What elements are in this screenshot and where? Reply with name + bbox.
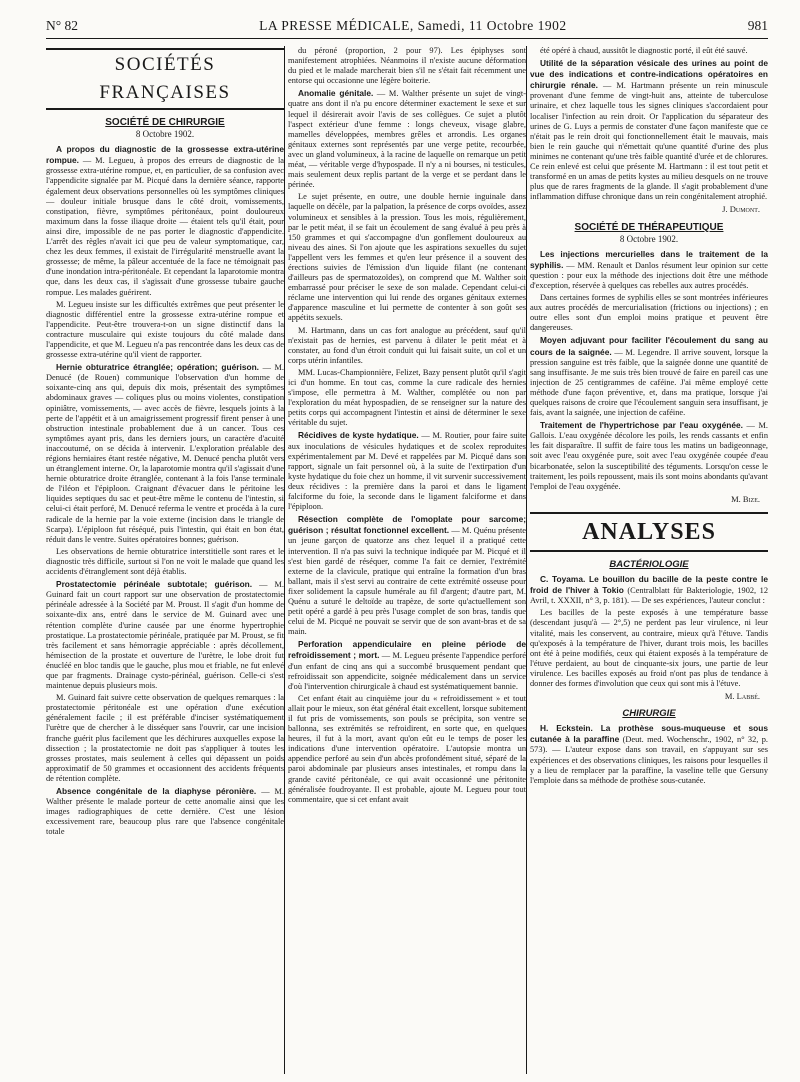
paragraph-body: (Deut. med. Wochenschr., 1902, n° 32, p. 573). — L'auteur expose dans son travail, en s'appuyant sur ses expériences et des observations cliniques, les raisons pour lesquelles il y a lieu de remplacer par la paraffine, la vaseline telle que Gersuny l'emploie dans sa méthode de prothèse sous-cutanée. — [530, 735, 768, 785]
author-signature: J. Dumont. — [722, 204, 760, 215]
paragraph-heading: Traitement de l'hypertrichose par l'eau oxygénée. — [540, 420, 743, 431]
paragraph-body: — M. Legueu présente l'appendice perforé d'un enfant de cinq ans qui a succombé brusquement pendant que refroidissait son appendicite, soignée médicalement dans un service d'où l'intervention chirurgicale à chaud est systématiquement bannie. — [288, 651, 526, 691]
paragraph-heading: H. Eckstein. La prothèse sous-muqueuse et sous cutanée à la paraffine — [530, 723, 768, 745]
paragraph-heading: Hernie obturatrice étranglée; opération; guérison. — [56, 362, 259, 373]
paragraph — [46, 362, 284, 545]
paragraph-body: M. Legueu insiste sur les difficultés extrêmes que peut présenter le diagnostic différentiel entre la grossesse extra-utérine rompue et l'appendicite. Peut-être trouvera-t-on un signe distinctif dans la contracture musculaire qui existe toujours du côté malade dans l'appendicite, et que M. Legueu n'a pas rencontrée dans les deux cas de grossesse extra-utérine qu'il vient de rapporter. — [46, 299, 284, 360]
paragraph — [288, 368, 526, 429]
paragraph-body: — M. Guinard fait un court rapport sur une observation de prostatectomie périnéale adressée à la Société par M. Proust. Il s'agit d'un homme de soixante-dix ans, entré dans le service de M. Guinard avec une rétention complète d'urine causée par une énorme hypertrophie prostatique. La prostatectomie périnéale, pratiquée par M. Proust, se fit très facilement et sans hémorragie appréciable : après décollement, hémisection de la prostate et ouverture de l'urètre, le lobe droit fut énucléé en bloc tandis que le gauche, plus mou et friable, ne fut enlevé que par fragments. Drainage cysto-périnéal, guérison. Celle-ci s'est maintenue depuis plusieurs mois. — [46, 580, 284, 691]
paragraph-body: Le sujet présente, en outre, une double hernie inguinale dans laquelle on décèle, par la palpation, la présence de corps ovoïdes, assez volumineux et sensibles à la pression. Tous les mois, régulièrement, par le petit méat, il se fait un écoulement de sang évalué à peu près à 150 grammes et qui s'accompagne d'un gonflement douloureux au niveau des aines. Si l'on ajoute que les aspirations sexuelles du sujet l'appellent vers les femmes et qu'en leur présence il a souvent des érections suivies de l'émission d'un liquide filant (ne contenant d'ailleurs pas de spermatozoïdes), on comprend que M. Walther soit embarrassé pour préciser le sexe de son malade. Cependant celui-ci réclame une intervention qui lui rende des organes génitaux externes d'apparence masculine et lui permette de contenter à son goût ses appétits sexuels. — [288, 192, 526, 323]
author-signature: M. Bize. — [731, 493, 760, 504]
paragraph-heading: Prostatectomie périnéale subtotale; guérison. — [56, 579, 253, 590]
paragraph — [288, 326, 526, 366]
paragraph-body: — M. Hartmann présente un rein minuscule provenant d'une femme de vingt-huit ans, atteinte de tuberculose urinaire, et chez laquelle tous les signes cliniques s'accordaient pour localiser l'infection au rein droit. Or l'application du séparateur des urines de G. Luys a permis de constater d'une façon manifeste que ce n'était pas le rein droit qui fonctionnellement était le mauvais, mais bien le rein gauche qui n'émettait qu'une quantité d'urine des plus minimes ne contenant qu'une très faible quantité d'urée et de chlorures. Ce rein enlevé est celui que présente M. Hartmann : il est tout petit et transformé en un amas de petits kystes au milieu desquels on ne trouve plus que de rares fragments de la glande. Il s'agit probablement d'une inflammation diffuse chronique dans un rein congénitalement atrophié. — [530, 81, 768, 202]
paragraph — [288, 46, 526, 86]
paragraph — [288, 514, 526, 637]
paragraph-body: (Centralblatt für Bakteriologie, 1902, 12 Avril, t. XXXII, n° 3, p. 181). — De ses expériences, l'auteur conclut : — [530, 586, 768, 606]
session-date: 8 Octobre 1902. — [619, 233, 679, 244]
paragraph-body: — M. Routier, pour faire suite aux inoculations de vésicules hydatiques et de scolex reproduites expérimentalement par M. Devé et rappelées par M. Picqué dans son rapport, signale un fait personnel où, à la suite de l'extirpation d'un kyste hydatique du foie chez un homme, il vit survenir successivement deux récidives : la première dans la paroi et dans le ligament falciforme du foie, la seconde dans le ligament falciforme et dans l'épiploon. — [288, 431, 526, 512]
paragraph — [288, 694, 526, 805]
paragraph-body: Cet enfant était au cinquième jour du « refroidissement » et tout allait pour le mieux, son état général était excellent, lorsque subitement il fut pris de vomissements, son pouls se précipita, son ventre se ballonna, ses extrémités se refroidirent, en sorte que, en quelques heures, il fut à la mort, avant qu'on eût eu le temps de poser les indications d'une intervention opératoire. L'autopsie montra un appendice perforé au sein d'un abcès profondément situé, séparé de la paroi abdominale par plusieurs anses intestinales, et rompu dans la grande cavité péritonéale, ce qui avait occasionné une péritonite généralisée foudroyante. Il est probable, ajoute M. Legueu pour tout commentaire, que si cet enfant avait — [288, 693, 526, 804]
paragraph-heading: Les injections mercurielles dans le traitement de la syphilis. — [530, 248, 768, 270]
journal-title: LA PRESSE MÉDICALE, Samedi, 11 Octobre 1902 — [259, 18, 567, 33]
paragraph-heading: Moyen adjuvant pour faciliter l'écoulement du sang au cours de la saignée. — [530, 335, 768, 357]
paragraph-body: MM. Lucas-Championnière, Felizet, Bazy pensent plutôt qu'il s'agit ici d'un homme. En tout cas, comme la cure radicale des hernies s'impose, elle permettra à M. Walther, complétée ou non par l'exploration du méat hypospadien, de se renseigner sur la nature des petits corps qui accompagnent l'intestin et ainsi de déterminer le sexe véritable du sujet. — [288, 367, 526, 428]
paragraph — [530, 293, 768, 333]
paragraph-body: Les bacilles de la peste exposés à une température basse (descendant jusqu'à — 2°,5) ne perdent pas leur virulence, ni leur vitalité, mais les conservent, au contraire, mieux qu'à l'étuve. Tandis qu'exposés à la température de l'hiver, durant trois mois, les bacilles ont été à peine modifiés, ceux qui étaient exposés à la température de l'étuve perdaient, au bout de cinquante-six jours, une partie de leur virulence. Les bacilles exposés au froid n'ont pas plus de tendance à donner des formes d'involution que ceux qui sont mis à l'étuve. — [530, 608, 768, 688]
paragraph-body: Les observations de hernie obturatrice interstitielle sont rares et le diagnostic très difficile, surtout si l'on ne voit le malade que quand les accidents d'étranglement sont déjà établis. — [46, 546, 284, 577]
article-list — [46, 144, 284, 837]
paragraph — [530, 608, 768, 689]
paragraph — [46, 786, 284, 837]
paragraph — [288, 430, 526, 512]
column-2 — [288, 46, 526, 1076]
paragraph-heading: A propos du diagnostic de la grossesse extra-utérine rompue. — [46, 144, 284, 166]
paragraph — [46, 144, 284, 297]
paragraph-heading: Anomalie génitale. — [298, 88, 374, 99]
paragraph-heading: Récidives de kyste hydatique. — [298, 430, 419, 441]
paragraph-heading: Utilité de la séparation vésicale des urines au point de vue des indications et contre-indications opératoires en chirurgie rénale. — [530, 58, 768, 91]
author-signature: M. Labbé. — [724, 691, 760, 702]
paragraph-body: du péroné (proportion, 2 pour 97). Les épiphyses sont manifestement atrophiées. Néanmoins il n'existe aucune déformation du pied et le malade marcherait bien s'il ne s'était fait récemment une entorse qui occasionne une légère boiterie. — [288, 46, 526, 86]
paragraph — [530, 420, 768, 492]
paragraph-body: M. Hartmann, dans un cas fort analogue au précédent, sauf qu'il n'existait pas de hernies, est parvenu à dilater le petit méat et à constater, au fond d'un étroit conduit qui lui faisait suite, un col et un corps utérin infantiles. — [288, 325, 526, 365]
paragraph-heading: C. Toyama. Le bouillon du bacille de la peste contre le froid de l'hiver à Tokio — [530, 574, 768, 596]
article-list — [530, 574, 768, 689]
paragraph — [530, 58, 768, 202]
paragraph-body: — M. Legueu, à propos des erreurs de diagnostic de la grossesse extra-utérine rompue, et, en particulier, de sa confusion avec l'appendicite signalée par M. Picqué dans la dernière séance, rapporte également deux observations personnelles où les symptômes cliniques — douleur initiale brusque dans le côté droit, vomissements, constipation, fièvre, symptômes péritonéaux, point douloureux maximum dans la fosse iliaque droite — étaient tels qu'il était, pour ainsi dire, impossible de ne pas porter le diagnostic d'appendicite. L'arrêt des règles n'avait ici que peu de valeur symptomatique, car, chez les deux femmes, il existait de l'irrégularité menstruelle avant la grossesse; de même, la pâleur accentuée de la face ne témoignait pas d'une inondation intra-péritonéale. Et cependant la laparotomie montra que, dans les deux cas, il s'agissait d'une grossesse tubaire gauche rompue. Les malades guérirent. — [46, 156, 284, 297]
paragraph-body: — M. Quénu présente un jeune garçon de quatorze ans chez lequel il a pratiqué cette intervention. Il n'a pas suivi la technique indiquée par M. Picqué et il s'est bien gardé de réséquer, comme l'a fait ce dernier, l'extrémité externe de la clavicule, pratique qui entraîne la formation d'un bras ballant, mais il s'est servi au contraire de cette extrémité osseuse pour fixer solidement la capsule humérale au fil d'argent; d'autre part, M. Quénu a suturé le deltoïde au trapèze, de sorte qu'actuellement son petit opéré a gardé à peu près l'usage complet de son bras, tandis que celui de M. Picqué ne pouvait se servir que de son avant-bras et de sa main. — [288, 526, 526, 637]
paragraph-body: — M. Gallois. L'eau oxygénée décolore les poils, les rends cassants et enfin les fait disparaître. Il suffit de faire tous les matins un badigeonnage, soit avec l'eau oxygénée pure, soit avec l'eau oxygénée coupée d'eau bicarbonatée, selon la susceptibilité des téguments. Lorsqu'on cesse le traitement, les poils repoussent, mais ils sont moins abondants qu'avant l'emploi de l'eau oxygénée. — [530, 421, 768, 491]
paragraph — [530, 46, 768, 56]
paragraph-body: — M. Walther présente un sujet de vingt-quatre ans dont il n'a pu encore déterminer exactement le sexe et sur lequel il désirerait avoir l'avis de ses collègues. Ce sujet a plutôt l'aspect extérieur d'une femme : longs cheveux, visage glabre, mamelles développées, membres grêles et arrondis. Les organes génitaux externes sont représentés par une verge petite, recourbée, avec un gland volumineux, à la racine de laquelle on remarque un petit méat, — véritable verge d'hypospade. Il n'y a ni bourses, ni testicules, mais seulement deux replis partant de la verge et se perdant dans le périnée. — [288, 89, 526, 190]
analyses-title: ANALYSES — [530, 512, 768, 552]
paragraph-body: — M. Denucé (de Rouen) communique l'observation d'un homme de soixante-cinq ans qui, depuis dix mois, présentait des symptômes abdominaux graves — coliques plus ou moins violentes, constipation opiniâtre, vomissements, — avec accès de fièvre, lesquels joints à la perte de l'appétit et à un amaigrissement progressif firent penser à une obstruction intestinale probablement due à un cancer. Tous ces symptômes ayant pris, dans les derniers jours, un caractère d'acuité inaccoutumé, on se décida à intervenir. L'exploration préalable des régions herniaires étant restée négative, M. Denucé pencha plutôt vers un étranglement interne. Or, la laparotomie montra qu'il s'agissait d'une hernie obturatrice droite étranglée, contenant à la fois l'anse terminale de l'iléon et l'épiploon. Craignant d'évacuer dans le péritoine les liquides septiques du sac et peut-être même le contenu de l'intestin, si celui-ci était perforé, M. Denucé referma le ventre et procéda à la cure radicale de la hernie par la voie externe (incision dans le triangle de Scarpa). L'épiploon fut réséqué, puis l'intestin, qui était en bon état, réduit dans le ventre. Suites opératoires bonnes; guérison. — [46, 363, 284, 544]
column-1 — [46, 46, 284, 1076]
subsection-title: CHIRURGIE — [622, 708, 676, 720]
paragraph-body: — MM. Renault et Danlos résument leur opinion sur cette question : pour eux la méthode des injections doit être une méthode d'exception, réservée à quelques cas rebelles aux autres procédés. — [530, 260, 768, 290]
paragraph — [530, 249, 768, 291]
paragraph — [46, 300, 284, 361]
paragraph-body: — M. Legendre. Il arrive souvent, lorsque la pression sanguine est très faible, que la saignée donne une quantité de sang insuffisante. Je me suis très bien trouvé de faire en pareil cas une injection de 25 centigrammes de caféine. J'ai même employé cette méthode d'une façon préventive, et, dans ma pratique, lorsque j'ai quelques raisons de croire que l'écoulement sanguin sera insuffisant, je fais, avant la saignée, une injection de caféine. — [530, 347, 768, 418]
paragraph — [288, 88, 526, 190]
session-date: 8 Octobre 1902. — [135, 129, 195, 140]
article-list — [530, 249, 768, 492]
paragraph-heading: Perforation appendiculaire en pleine période de refroidissement ; mort. — [288, 639, 526, 661]
running-header — [46, 16, 768, 36]
paragraph — [530, 723, 768, 786]
page-number: 981 — [747, 18, 768, 33]
column-divider — [284, 46, 285, 1074]
section-title: SOCIÉTÉS FRANÇAISES — [46, 48, 284, 110]
paragraph-body: été opéré à chaud, aussitôt le diagnostic porté, il eût été sauvé. — [540, 46, 748, 55]
issue-number: N° 82 — [46, 18, 79, 33]
paragraph-body: M. Guinard fait suivre cette observation de quelques remarques : la prostatectomie péritonéale est une opération d'une exécution généralement facile ; il est préférable d'inciser systématiquement l'urètre que de chercher à le disséquer sans l'ouvrir, car une incision franche guérit plus facilement que les déchirures auxquelles expose la dissection ; la prostatectomie ne doit pas s'appliquer à toutes les grosses prostates, mais seulement à celles qui dépassent un poids approximatif de 50 grammes et occasionnent des accidents fréquents de rétention complète. — [46, 693, 284, 783]
paragraph — [46, 693, 284, 784]
column-divider — [526, 46, 527, 1074]
society-title: SOCIÉTÉ DE CHIRURGIE — [105, 117, 225, 128]
society-title: SOCIÉTÉ DE THÉRAPEUTIQUE — [574, 221, 724, 233]
paragraph — [288, 192, 526, 323]
paragraph-body: Dans certaines formes de syphilis elles se sont montrées inférieures aux autres procédés de mercurialisation (frictions ou injections) ; en outre elles sont d'un emploi moins pratique et peuvent être dangereuses. — [530, 293, 768, 333]
article-list — [288, 46, 526, 805]
paragraph — [530, 574, 768, 606]
paragraph-heading: Résection complète de l'omoplate pour sarcome; guérison ; résultat fonctionnel excellent. — [288, 514, 526, 536]
article-list — [530, 723, 768, 786]
paragraph — [288, 639, 526, 691]
paragraph-heading: Absence congénitale de la diaphyse péronière. — [56, 786, 257, 796]
paragraph — [530, 335, 768, 418]
subsection-title: BACTÉRIOLOGIE — [609, 558, 689, 570]
paragraph — [46, 579, 284, 691]
paragraph-body: — M. Walther présente le malade porteur de cette anomalie ainsi que les images radiographiques de cette dernière. C'est une lésion excessivement rare, beaucoup plus rare que l'absence congénitale totale — [46, 787, 284, 837]
header-rule — [46, 38, 768, 39]
article-list — [530, 46, 768, 202]
paragraph — [46, 547, 284, 577]
column-3 — [530, 46, 768, 1076]
